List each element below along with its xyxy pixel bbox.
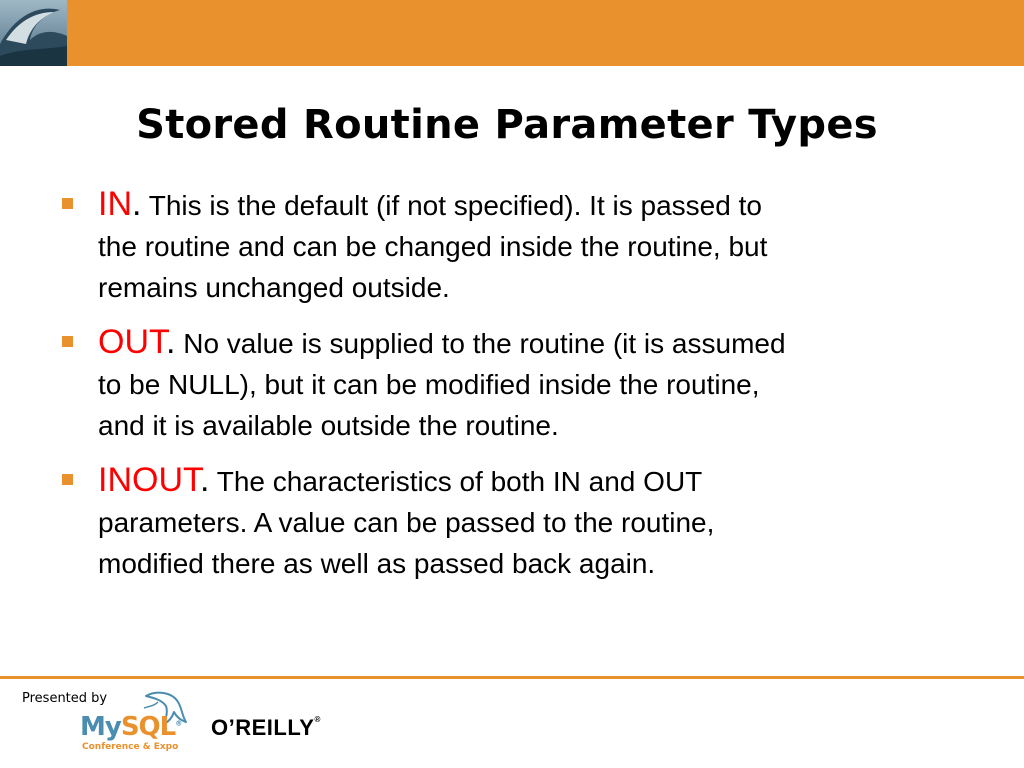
square-bullet-icon xyxy=(62,198,73,209)
bullet-list xyxy=(62,184,962,598)
bullet-period: . xyxy=(132,185,142,223)
oreilly-registered-mark: ® xyxy=(314,715,321,724)
bullet-term: IN xyxy=(98,185,132,223)
oreilly-wordmark: O’REILLY xyxy=(211,715,315,740)
mysql-wordmark-my: My xyxy=(80,712,121,742)
square-bullet-icon xyxy=(62,474,73,485)
bullet-text-line: modified there as well as passed back again. xyxy=(98,548,656,579)
footer-divider xyxy=(0,676,1024,679)
slide-title: Stored Routine Parameter Types xyxy=(136,102,878,148)
bullet-period: . xyxy=(200,461,210,499)
mysql-conference-logo xyxy=(80,690,200,760)
bullet-term: OUT xyxy=(98,323,166,361)
bullet-period: . xyxy=(166,323,176,361)
bullet-item-in xyxy=(62,184,962,308)
bullet-text-line: The characteristics of both IN and OUT xyxy=(216,466,703,497)
presented-by-label: Presented by xyxy=(22,691,108,706)
bullet-text-line: parameters. A value can be passed to the routine, xyxy=(98,507,715,538)
bullet-item-out xyxy=(62,322,962,446)
bullet-text-line: and it is available outside the routine. xyxy=(98,410,559,441)
mysql-wordmark-sql: SQL xyxy=(120,712,176,742)
bullet-item-inout xyxy=(62,460,962,584)
ocean-wave-image xyxy=(0,0,67,66)
mysql-registered-mark: ® xyxy=(175,719,182,728)
bullet-text-line: to be NULL), but it can be modified inside the routine, xyxy=(98,369,760,400)
oreilly-logo xyxy=(211,715,321,741)
bullet-text-line: No value is supplied to the routine (it is assumed xyxy=(183,328,786,359)
bullet-text-line: the routine and can be changed inside the routine, but xyxy=(98,231,768,262)
mysql-wordmark xyxy=(80,712,181,742)
bullet-term: INOUT xyxy=(98,461,200,499)
square-bullet-icon xyxy=(62,336,73,347)
mysql-tagline: Conference & Expo xyxy=(82,742,179,752)
header-bar xyxy=(0,0,1024,66)
bullet-text-line: remains unchanged outside. xyxy=(98,272,450,303)
bullet-text-line: This is the default (if not specified). It is passed to xyxy=(148,190,762,221)
